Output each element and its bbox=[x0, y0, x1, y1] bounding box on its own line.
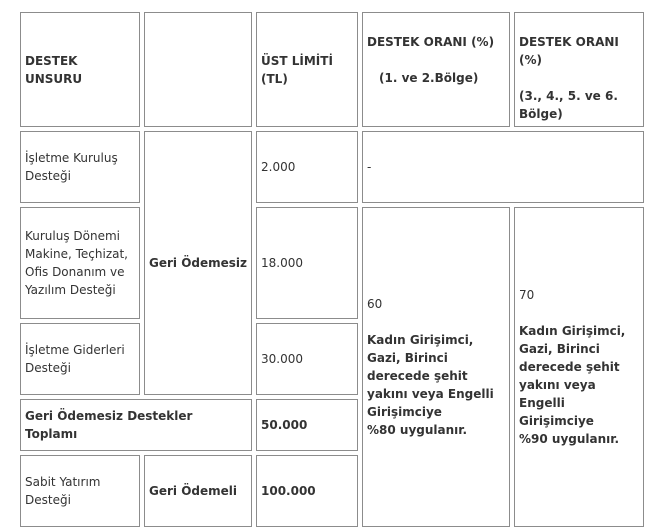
toplam-label: Geri Ödemesiz Destekler Toplamı bbox=[25, 409, 193, 441]
sabit-label-cell bbox=[20, 455, 140, 527]
rate-3-6-value: 70 bbox=[519, 288, 535, 302]
toplam-label-cell bbox=[20, 399, 252, 451]
table-row-makine bbox=[20, 207, 644, 319]
rate-1-2-note: Kadın Girişimci, Gazi, Birinci derecede şehit yakını veya Engelli Girişimciye bbox=[367, 333, 494, 419]
rate-1-2-note-suffix: %80 uygulanır. bbox=[367, 423, 468, 437]
toplam-limit-cell bbox=[256, 399, 358, 451]
group-type-cell bbox=[144, 131, 252, 395]
giderler-limit: 30.000 bbox=[261, 352, 303, 366]
header-upper-limit-label: ÜST LİMİTİ (TL) bbox=[261, 53, 333, 86]
header-element-cell bbox=[20, 12, 140, 127]
kurulus-limit: 2.000 bbox=[261, 160, 296, 174]
header-rate-1-2-cell bbox=[362, 12, 510, 127]
giderler-label: İşletme Giderleri Desteği bbox=[25, 343, 125, 375]
kurulus-label: İşletme Kuruluş Desteği bbox=[25, 151, 118, 183]
header-rate-3-6-title: DESTEK ORANI (%) bbox=[519, 35, 619, 67]
toplam-limit: 50.000 bbox=[261, 418, 308, 432]
header-rate-1-2-title: DESTEK ORANI (%) bbox=[367, 35, 495, 49]
giderler-limit-cell bbox=[256, 323, 358, 395]
kurulus-rate-cell bbox=[362, 131, 644, 203]
sabit-limit-cell bbox=[256, 455, 358, 527]
rate-1-2-cell bbox=[362, 207, 510, 527]
rate-3-6-cell bbox=[514, 207, 644, 527]
support-table bbox=[16, 8, 648, 531]
header-type-cell bbox=[144, 12, 252, 127]
sabit-type-cell bbox=[144, 455, 252, 527]
header-element-label: DESTEK UNSURU bbox=[25, 53, 83, 86]
giderler-label-cell bbox=[20, 323, 140, 395]
makine-label: Kuruluş Dönemi Makine, Teçhizat, Ofis Donanım ve Yazılım Desteği bbox=[25, 229, 128, 297]
kurulus-label-cell bbox=[20, 131, 140, 203]
rate-1-2-value: 60 bbox=[367, 297, 383, 311]
rate-3-6-note-suffix: %90 uygulanır. bbox=[519, 432, 620, 446]
sabit-label: Sabit Yatırım Desteği bbox=[25, 475, 101, 507]
kurulus-rate: - bbox=[367, 160, 372, 174]
header-upper-limit-cell bbox=[256, 12, 358, 127]
makine-label-cell bbox=[20, 207, 140, 319]
kurulus-limit-cell bbox=[256, 131, 358, 203]
makine-limit: 18.000 bbox=[261, 256, 303, 270]
header-rate-3-6-cell bbox=[514, 12, 644, 127]
group-type-label: Geri Ödemesiz bbox=[149, 256, 248, 270]
sabit-limit: 100.000 bbox=[261, 484, 316, 498]
makine-limit-cell bbox=[256, 207, 358, 319]
rate-3-6-note: Kadın Girişimci, Gazi, Birinci derecede şehit yakını veya Engelli Girişimciye bbox=[519, 324, 626, 428]
header-rate-3-6-region: (3., 4., 5. ve 6. Bölge) bbox=[519, 89, 618, 121]
header-row bbox=[20, 12, 644, 127]
table-row-kurulus bbox=[20, 131, 644, 203]
sabit-type: Geri Ödemeli bbox=[149, 484, 237, 498]
header-rate-1-2-region: (1. ve 2.Bölge) bbox=[379, 71, 479, 85]
